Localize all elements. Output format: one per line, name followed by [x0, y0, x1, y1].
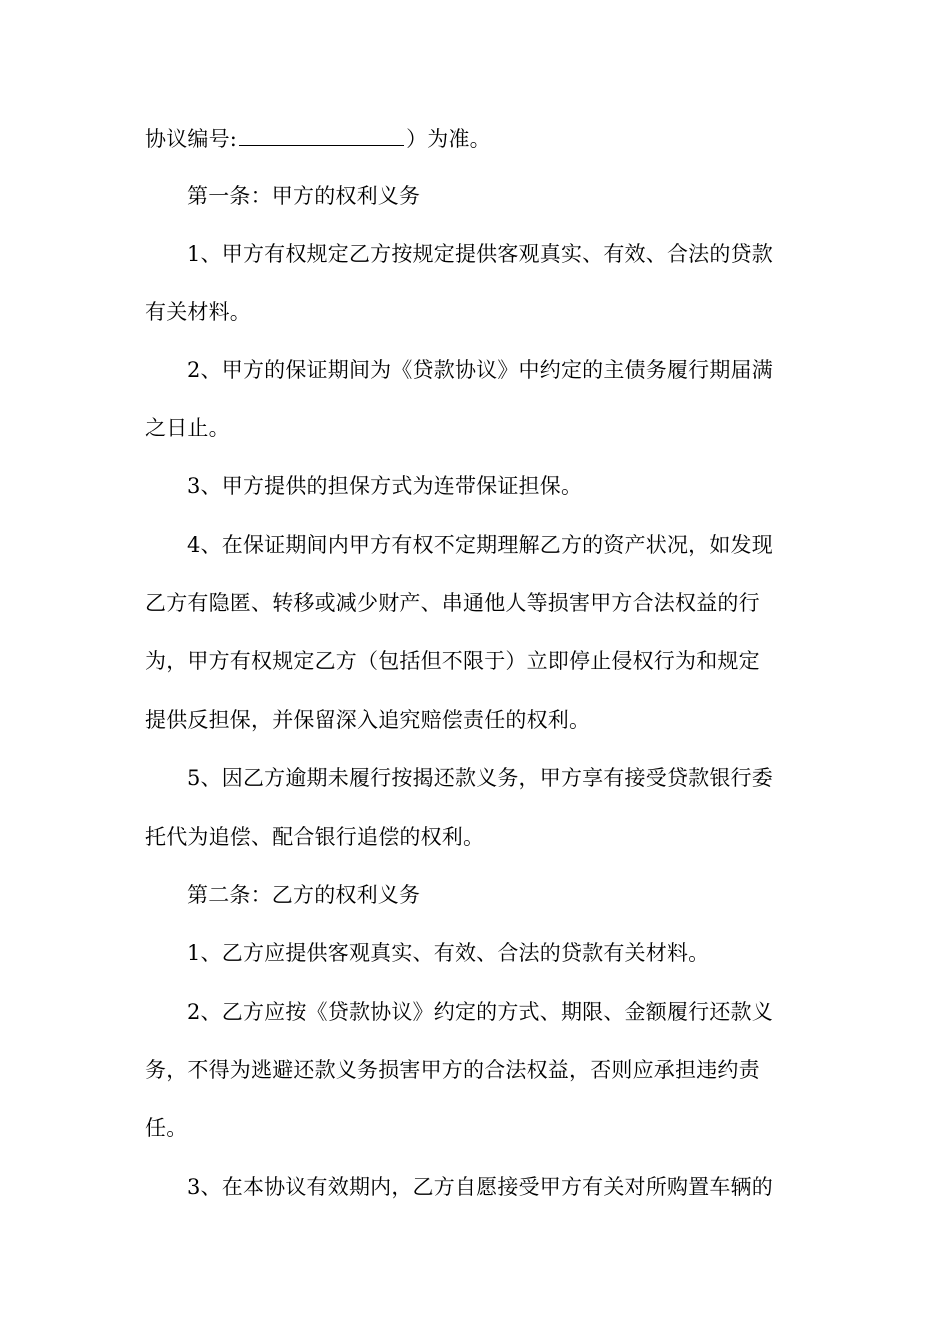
paragraph-line: 任。 — [145, 1116, 188, 1140]
section-heading-2: 第二条：乙方的权利义务 — [187, 883, 421, 907]
agreement-number-label: 协议编号: — [145, 127, 238, 151]
paragraph-line: 5、因乙方逾期未履行按揭还款义务，甲方享有接受贷款银行委 — [187, 766, 773, 790]
agreement-number-blank — [239, 127, 404, 146]
paragraph-line: 为，甲方有权规定乙方（包括但不限于）立即停止侵权行为和规定 — [145, 649, 760, 673]
paragraph-line: 之日止。 — [145, 416, 230, 440]
section-heading-1: 第一条：甲方的权利义务 — [187, 184, 421, 208]
paragraph-line: 1、甲方有权规定乙方按规定提供客观真实、有效、合法的贷款 — [187, 242, 773, 266]
paragraph-line: 有关材料。 — [145, 300, 251, 324]
paragraph-line: 3、在本协议有效期内，乙方自愿接受甲方有关对所购置车辆的 — [187, 1175, 773, 1199]
paragraph-line: 3、甲方提供的担保方式为连带保证担保。 — [187, 474, 583, 498]
paragraph-line: 2、甲方的保证期间为《贷款协议》中约定的主债务履行期届满 — [187, 358, 773, 382]
paragraph-line: 1、乙方应提供客观真实、有效、合法的贷款有关材料。 — [187, 941, 710, 965]
paragraph-line: 2、乙方应按《贷款协议》约定的方式、期限、金额履行还款义 — [187, 1000, 773, 1024]
paragraph-line: 托代为追偿、配合银行追偿的权利。 — [145, 825, 485, 849]
agreement-number-suffix: ）为准。 — [406, 127, 491, 151]
paragraph-line: 乙方有隐匿、转移或减少财产、串通他人等损害甲方合法权益的行 — [145, 591, 760, 615]
paragraph-line: 务，不得为逃避还款义务损害甲方的合法权益，否则应承担违约责 — [145, 1058, 760, 1082]
agreement-number-line — [145, 125, 810, 153]
paragraph-line: 提供反担保，并保留深入追究赔偿责任的权利。 — [145, 708, 591, 732]
paragraph-line: 4、在保证期间内甲方有权不定期理解乙方的资产状况，如发现 — [187, 533, 773, 557]
